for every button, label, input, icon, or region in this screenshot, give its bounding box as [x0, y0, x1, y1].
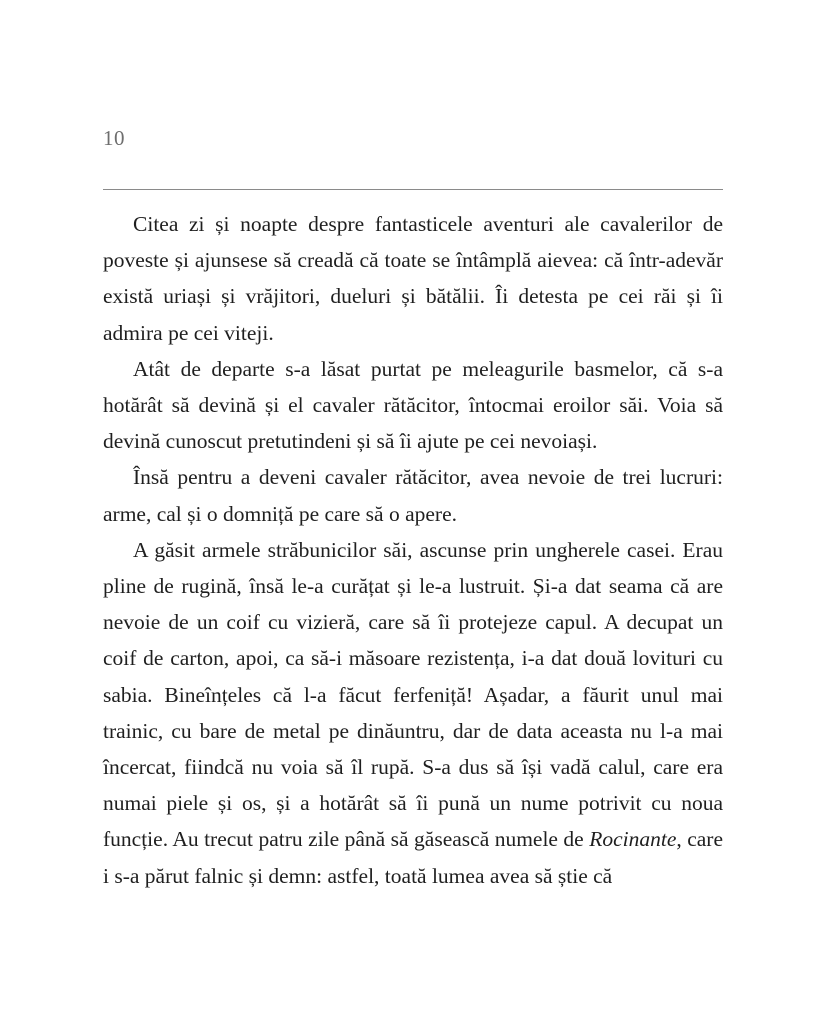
paragraph-3: Însă pentru a deveni cavaler rătăcitor, avea nevoie de trei lucruri: arme, cal și o domniță pe care să o apere. [103, 465, 723, 526]
paragraph-4-text-start: A găsit armele străbunicilor săi, ascunse prin ungherele casei. Erau pline de rugină, însă le-a curățat și le-a lustruit. Și-a dat seama că are nevoie de un coif cu vizieră, care să îi protejeze capul. A decupat un coif de carton, apoi, ca să-i măsoare rezistența, i-a dat două lovituri cu sabia. Bineînțeles că l-a făcut ferfeniță! Așadar, a făurit unul mai trainic, cu bare de metal pe dinăuntru, dar de data aceasta nu l-a mai încercat, fiindcă nu voia să îl rupă. S-a dus să își vadă calul, care era numai piele și os, și a hotărât să îi pună un nume potrivit cu noua funcție. Au trecut patru zile până să găsească numele de [103, 537, 723, 852]
header-divider [103, 189, 723, 190]
page-number: 10 [103, 126, 125, 150]
paragraph-4 [103, 532, 723, 894]
paragraph-1: Citea zi și noapte despre fantasticele aventuri ale cavalerilor de poveste și ajunsese să creadă că toate se întâmplă aievea: că într-adevăr există uriași și vrăjitori, dueluri și bătălii. Îi detesta pe cei răi și îi admira pe cei viteji. [103, 212, 723, 345]
paragraph-4-text-end: , care i s-a părut falnic și demn: astfel, toată lumea avea să știe că [103, 827, 723, 888]
horse-name-italic: Rocinante [589, 827, 677, 852]
body-text [103, 206, 723, 894]
paragraph-2: Atât de departe s-a lăsat purtat pe meleagurile basmelor, că s-a hotărât să devină și el cavaler rătăcitor, întocmai eroilor săi. Voia să devină cunoscut pretutindeni și să îi ajute pe cei nevoiași. [103, 356, 723, 454]
